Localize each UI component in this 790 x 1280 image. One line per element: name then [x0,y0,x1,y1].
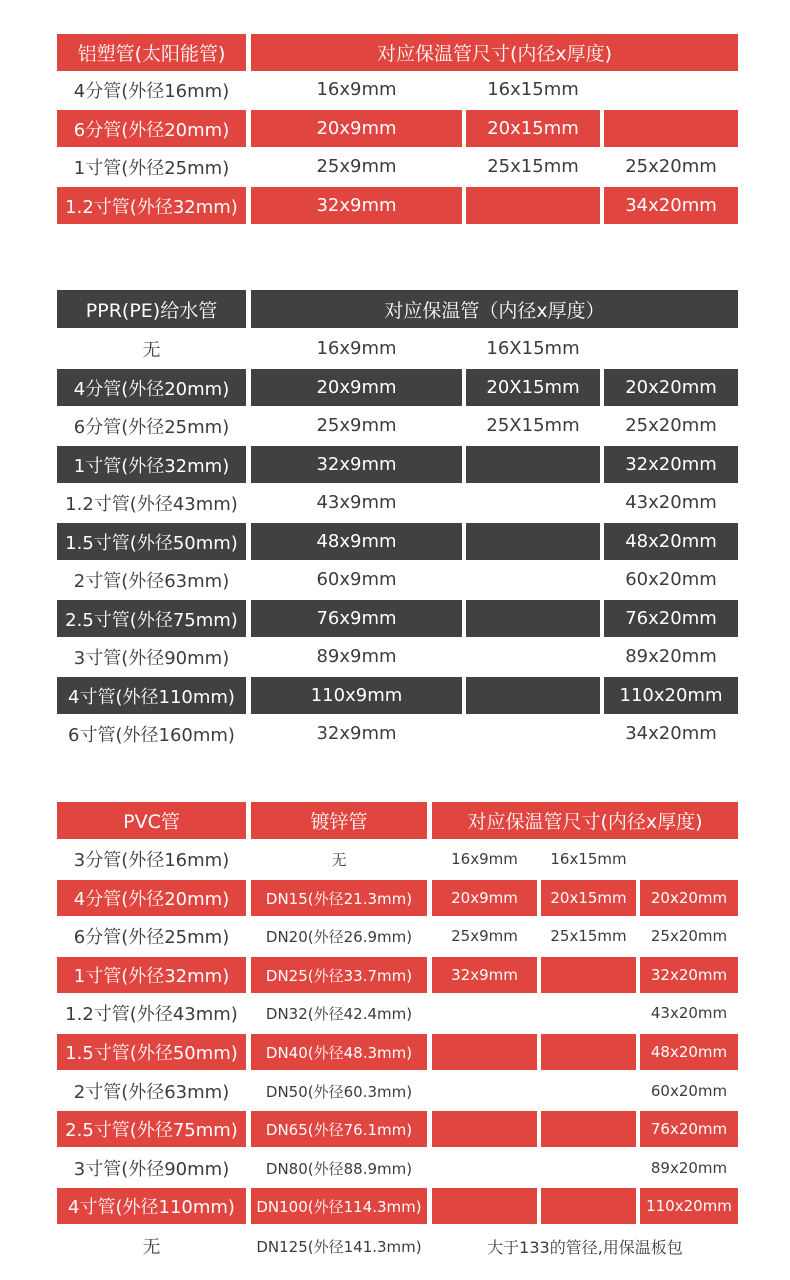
ppr-header-insulation: 对应保温管（内径x厚度） [251,290,738,328]
ppr-row-size: 110x20mm [604,677,738,714]
solar-row-size: 16x9mm [316,79,397,100]
solar-row-size: 25x9mm [316,156,397,177]
pvc-last-pipe: 无 [142,1237,161,1258]
pvc-row-galvanized: DN15(外径21.3mm) [251,880,427,916]
solar-row-size [466,187,600,224]
ppr-row-size [466,446,600,483]
solar-row-pipe: 6分管(外径20mm) [57,110,246,147]
ppr-row-size: 32x9mm [251,446,462,483]
ppr-row-pipe: 2.5寸管(外径75mm) [57,600,246,637]
pvc-row-size: 60x20mm [650,1082,728,1100]
ppr-row-size: 89x9mm [316,646,397,667]
pvc-row-size: 16x9mm [451,850,518,868]
pvc-row-size: 89x20mm [650,1159,728,1177]
ppr-row-size: 25x20mm [625,415,717,436]
ppr-row-size: 32x20mm [604,446,738,483]
ppr-row-pipe: 无 [142,339,161,361]
ppr-row-size: 60x9mm [316,569,397,590]
pvc-row-size: 48x20mm [640,1034,738,1070]
pvc-row-size: 32x20mm [640,957,738,993]
pvc-row-size [541,1034,636,1070]
pvc-row-size: 110x20mm [640,1188,738,1224]
pvc-last-galvanized: DN125(外径141.3mm) [256,1237,422,1256]
pvc-row-galvanized: DN32(外径42.4mm) [265,1004,413,1023]
ppr-row-size [466,677,600,714]
ppr-row-pipe: 4分管(外径20mm) [57,369,246,406]
ppr-row-size [466,523,600,560]
ppr-row-size: 43x20mm [625,492,717,513]
pvc-row-size: 43x20mm [650,1004,728,1022]
pvc-row-galvanized: DN40(外径48.3mm) [251,1034,427,1070]
ppr-row-size: 110x9mm [251,677,462,714]
pvc-row-pipe: 3分管(外径16mm) [73,850,230,871]
pvc-row-size: 25x20mm [650,927,728,945]
ppr-row-pipe: 1.5寸管(外径50mm) [57,523,246,560]
pvc-row-size [432,1111,537,1147]
pvc-row-size: 20x15mm [541,880,636,916]
ppr-row-size: 25X15mm [486,415,580,436]
ppr-row-size: 32x9mm [316,723,397,744]
ppr-row-size: 25x9mm [316,415,397,436]
solar-row-size: 20x15mm [466,110,600,147]
pvc-row-pipe: 2.5寸管(外径75mm) [57,1111,246,1147]
pvc-row-size [432,1034,537,1070]
pvc-row-galvanized: DN100(外径114.3mm) [251,1188,427,1224]
pvc-row-size [541,1111,636,1147]
pvc-row-size: 16x15mm [550,850,627,868]
ppr-header-pipe: PPR(PE)给水管 [57,290,246,328]
solar-row-pipe: 1寸管(外径25mm) [73,157,230,179]
ppr-row-size: 34x20mm [625,723,717,744]
pvc-row-size: 20x20mm [640,880,738,916]
pvc-row-size: 25x15mm [550,927,627,945]
solar-row-size: 25x20mm [625,156,717,177]
ppr-row-pipe: 6寸管(外径160mm) [68,724,235,746]
pvc-row-pipe: 4寸管(外径110mm) [57,1188,246,1224]
pvc-row-pipe: 3寸管(外径90mm) [73,1159,230,1180]
pvc-row-size [541,957,636,993]
pvc-row-pipe: 1寸管(外径32mm) [57,957,246,993]
solar-row-pipe: 4分管(外径16mm) [73,80,230,102]
ppr-row-pipe: 6分管(外径25mm) [73,416,230,438]
pvc-row-pipe: 1.2寸管(外径43mm) [65,1004,238,1025]
pvc-row-size [541,1188,636,1224]
ppr-row-size: 89x20mm [625,646,717,667]
ppr-row-size [466,600,600,637]
pvc-last-note: 大于133的管径,用保温板包 [487,1237,683,1257]
solar-row-size: 16x15mm [487,79,579,100]
pvc-row-galvanized: DN50(外径60.3mm) [265,1082,413,1101]
ppr-row-size: 16x9mm [316,338,397,359]
pvc-row-pipe: 2寸管(外径63mm) [73,1082,230,1103]
ppr-row-size: 76x9mm [251,600,462,637]
pvc-row-galvanized: DN80(外径88.9mm) [265,1159,413,1178]
ppr-row-pipe: 4寸管(外径110mm) [57,677,246,714]
ppr-row-pipe: 2寸管(外径63mm) [73,570,230,592]
pvc-row-size: 32x9mm [432,957,537,993]
pvc-row-pipe: 6分管(外径25mm) [73,927,230,948]
solar-header-pipe: 铝塑管(太阳能管) [57,34,246,71]
ppr-row-pipe: 1寸管(外径32mm) [57,446,246,483]
pvc-header-galvanized: 镀锌管 [251,802,427,839]
pvc-row-pipe: 4分管(外径20mm) [57,880,246,916]
ppr-row-size: 76x20mm [604,600,738,637]
ppr-row-size: 20X15mm [466,369,600,406]
solar-header-insulation: 对应保温管尺寸(内径x厚度) [251,34,738,71]
ppr-row-size: 20x9mm [251,369,462,406]
pvc-row-galvanized: 无 [331,850,347,869]
pvc-row-size: 25x9mm [451,927,518,945]
ppr-row-pipe: 3寸管(外径90mm) [73,647,230,669]
solar-row-size: 20x9mm [251,110,462,147]
pvc-header-insulation: 对应保温管尺寸(内径x厚度) [432,802,738,839]
pvc-row-pipe: 1.5寸管(外径50mm) [57,1034,246,1070]
ppr-row-size: 48x20mm [604,523,738,560]
solar-row-size: 25x15mm [487,156,579,177]
pvc-row-galvanized: DN65(外径76.1mm) [251,1111,427,1147]
pvc-row-galvanized: DN20(外径26.9mm) [265,927,413,946]
ppr-row-size: 60x20mm [625,569,717,590]
solar-row-size [604,110,738,147]
pvc-row-galvanized: DN25(外径33.7mm) [251,957,427,993]
ppr-row-size: 43x9mm [316,492,397,513]
ppr-row-size: 20x20mm [604,369,738,406]
solar-row-pipe: 1.2寸管(外径32mm) [57,187,246,224]
pvc-row-size: 76x20mm [640,1111,738,1147]
pvc-row-size [432,1188,537,1224]
solar-row-size: 34x20mm [604,187,738,224]
ppr-row-size: 16X15mm [486,338,580,359]
pvc-header-pvc: PVC管 [57,802,246,839]
solar-row-size: 32x9mm [251,187,462,224]
ppr-row-size: 48x9mm [251,523,462,560]
ppr-row-pipe: 1.2寸管(外径43mm) [65,493,238,515]
pvc-row-size: 20x9mm [432,880,537,916]
